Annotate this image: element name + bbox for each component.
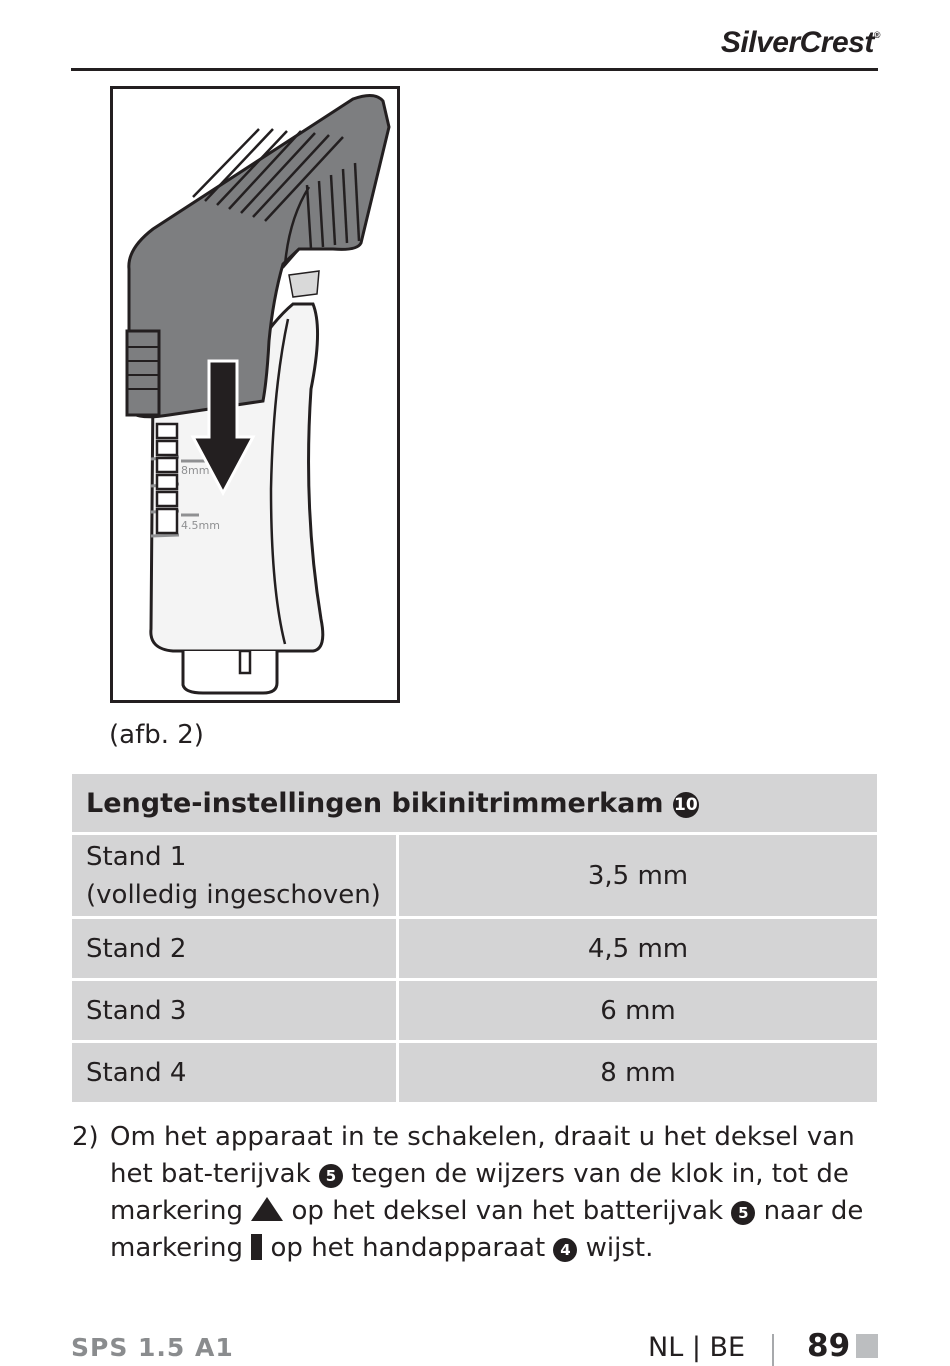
figure-caption: (afb. 2) [109,720,204,750]
step-text [110,1119,882,1267]
table-row [72,1043,877,1105]
comb-slider-tab [127,331,159,415]
footer-model: SPS 1.5 A1 [71,1333,234,1362]
footer-divider [772,1334,774,1366]
setting-label: Stand 2 [72,919,399,981]
table-title [72,774,877,835]
battery-cap [183,651,277,693]
figure-illustration [110,86,400,703]
setting-cell [72,835,399,919]
footer-square-icon [856,1334,878,1358]
table-row [72,835,877,919]
footer-language: NL | BE [648,1332,746,1363]
page-number: 89 [807,1328,851,1364]
triangle-marker-icon [251,1197,283,1221]
label-8mm: 8mm [181,464,210,477]
length-value: 3,5 mm [399,835,877,919]
battery-compartment-ref-badge: 5 [731,1201,755,1225]
battery-compartment-ref-badge: 5 [319,1164,343,1188]
instruction-step [72,1119,882,1267]
step-text-part: op het deksel van het batterijvak [291,1196,724,1226]
length-settings-table [72,774,877,1105]
trimmer-comb-illustration [113,89,397,700]
cap-mark [240,651,250,673]
label-4-5mm: 4.5mm [181,519,220,532]
step-text-part: naar de markering [110,1196,864,1263]
header-rule [71,68,878,71]
table-title-text: Lengte-instellingen bikinitrimmerkam [86,787,664,819]
setting-label: Stand 1 [86,841,187,872]
table-row [72,919,877,981]
setting-label: Stand 3 [72,981,399,1043]
handset-ref-badge: 4 [553,1238,577,1262]
step-text-part: wijst. [585,1233,654,1263]
length-value: 6 mm [399,981,877,1043]
step-text-part: tegen de wijzers van de klok in, tot de markering [110,1159,849,1226]
setting-note: (volledig ingeschoven) [86,879,381,910]
slider-rail [157,424,177,533]
step-number: 2) [72,1122,99,1152]
length-value: 4,5 mm [399,919,877,981]
length-value: 8 mm [399,1043,877,1105]
bar-marker-icon [251,1234,262,1260]
brand-logo: SilverCrest® [720,26,880,59]
setting-label: Stand 4 [72,1043,399,1105]
reference-number-badge: 10 [673,792,699,818]
step-text-part: op het handapparaat [270,1233,546,1263]
blade-teeth [289,271,319,297]
table-row [72,981,877,1043]
step-text-part: Om het apparaat in te schakelen, draait u het deksel van het bat-terijvak [110,1122,855,1189]
